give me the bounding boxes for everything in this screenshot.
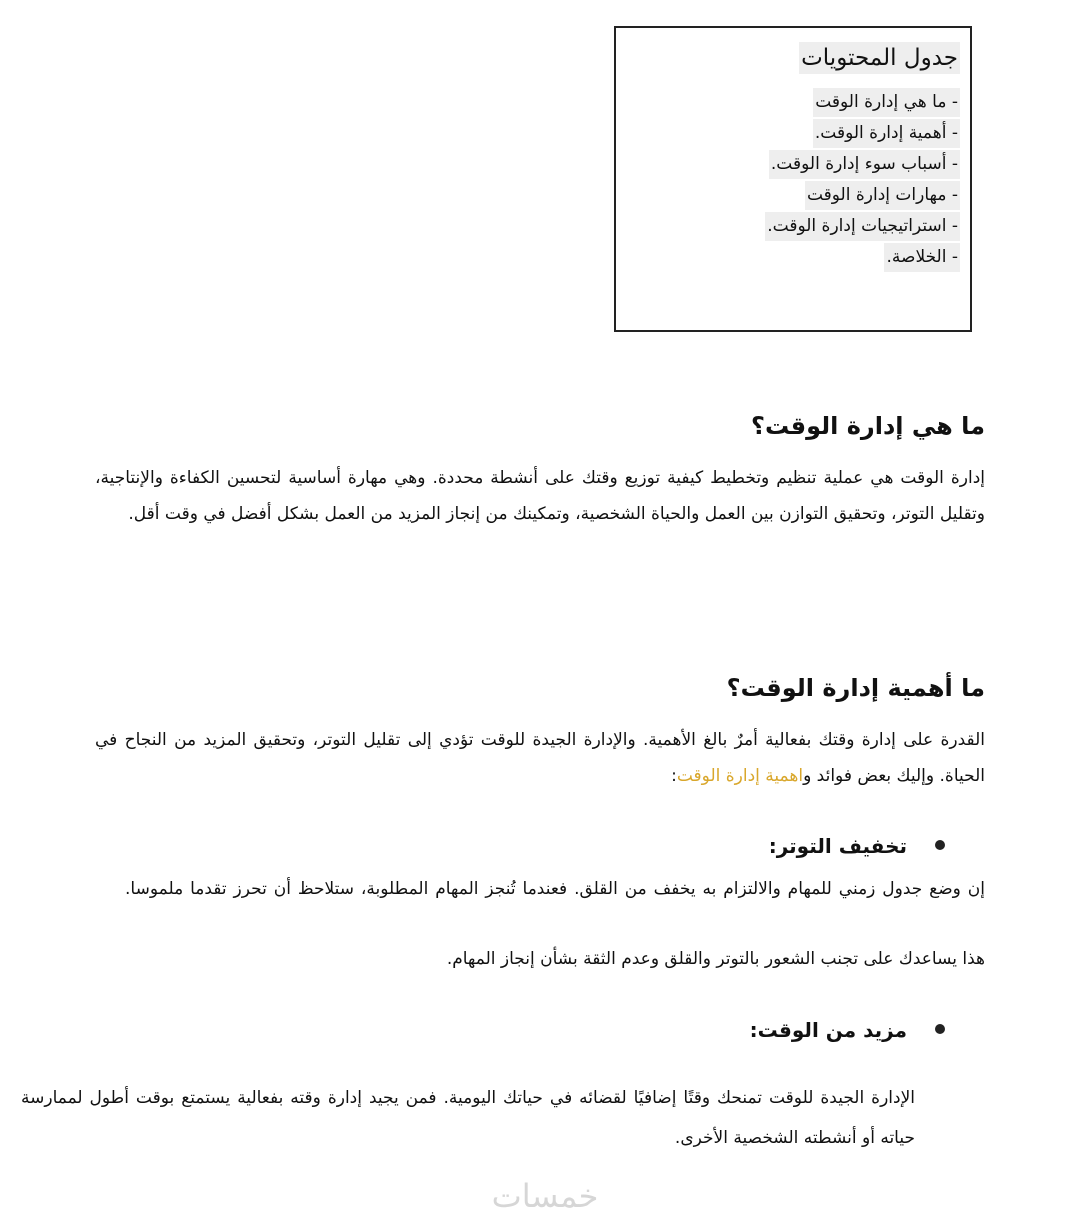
bullet-title: تخفيف التوتر: (768, 834, 907, 858)
toc-item[interactable] (765, 119, 960, 148)
bullet-body: إن وضع جدول زمني للمهام والالتزام به يخفف من القلق. فعندما تُنجز المهام المطلوبة، ستلاحظ أن تحرز تقدما ملموسا. هذا يساعدك على تجنب الشعور بالتوتر والقلق وعدم الثقة بشأن إنجاز المهام. (125, 879, 985, 969)
watermark-logo: خمسات (491, 1177, 599, 1215)
bullet-title: مزيد من الوقت: (749, 1018, 907, 1042)
toc-item[interactable] (765, 181, 960, 210)
toc-item[interactable] (765, 212, 960, 241)
importance-link[interactable]: اهمية إدارة الوقت (676, 766, 804, 786)
section-heading-what-is: ما هي إدارة الوقت؟ (751, 412, 985, 440)
bullet-dot-icon (935, 840, 945, 850)
bullet-body: الإدارة الجيدة للوقت تمنحك وقتًا إضافيًا لقضائه في حياتك اليومية. فمن يجيد إدارة وقته بفعالية يستمتع بوقت أطول لممارسة حياته أو أنشطته الشخصية الأخرى. (21, 1088, 915, 1148)
section-paragraph-what-is: إدارة الوقت هي عملية تنظيم وتخطيط كيفية توزيع وقتك على أنشطة محددة. وهي مهارة أساسية لتحسين الكفاءة والإنتاجية، وتقليل التوتر، وتحقيق التوازن بين العمل والحياة الشخصية، وتمكينك من إنجاز المزيد من العمل بشكل أفضل في وقت أقل. (95, 468, 985, 524)
importance-colon: : (671, 766, 677, 786)
toc-item-label[interactable]: - الخلاصة. (884, 243, 960, 272)
toc-item[interactable] (765, 88, 960, 117)
toc-item[interactable] (765, 150, 960, 179)
toc-list (765, 88, 960, 274)
toc-item-label[interactable]: - استراتيجيات إدارة الوقت. (765, 212, 960, 241)
importance-text: القدرة على إدارة وقتك بفعالية أمرٌ بالغ الأهمية. والإدارة الجيدة للوقت تؤدي إلى تقليل التوتر، وتحقيق المزيد من النجاح في الحياة. وإليك بعض فوائد و (95, 730, 985, 786)
toc-item-label[interactable]: - مهارات إدارة الوقت (805, 181, 960, 210)
section-paragraph-importance (95, 722, 985, 794)
toc-title: جدول المحتويات (799, 42, 960, 74)
toc-item[interactable] (765, 243, 960, 272)
section-heading-importance: ما أهمية إدارة الوقت؟ (726, 674, 985, 702)
toc-item-label[interactable]: - ما هي إدارة الوقت (813, 88, 960, 117)
table-of-contents (614, 26, 972, 332)
bullet-dot-icon (935, 1024, 945, 1034)
toc-item-label[interactable]: - أهمية إدارة الوقت. (813, 119, 960, 148)
toc-item-label[interactable]: - أسباب سوء إدارة الوقت. (769, 150, 960, 179)
